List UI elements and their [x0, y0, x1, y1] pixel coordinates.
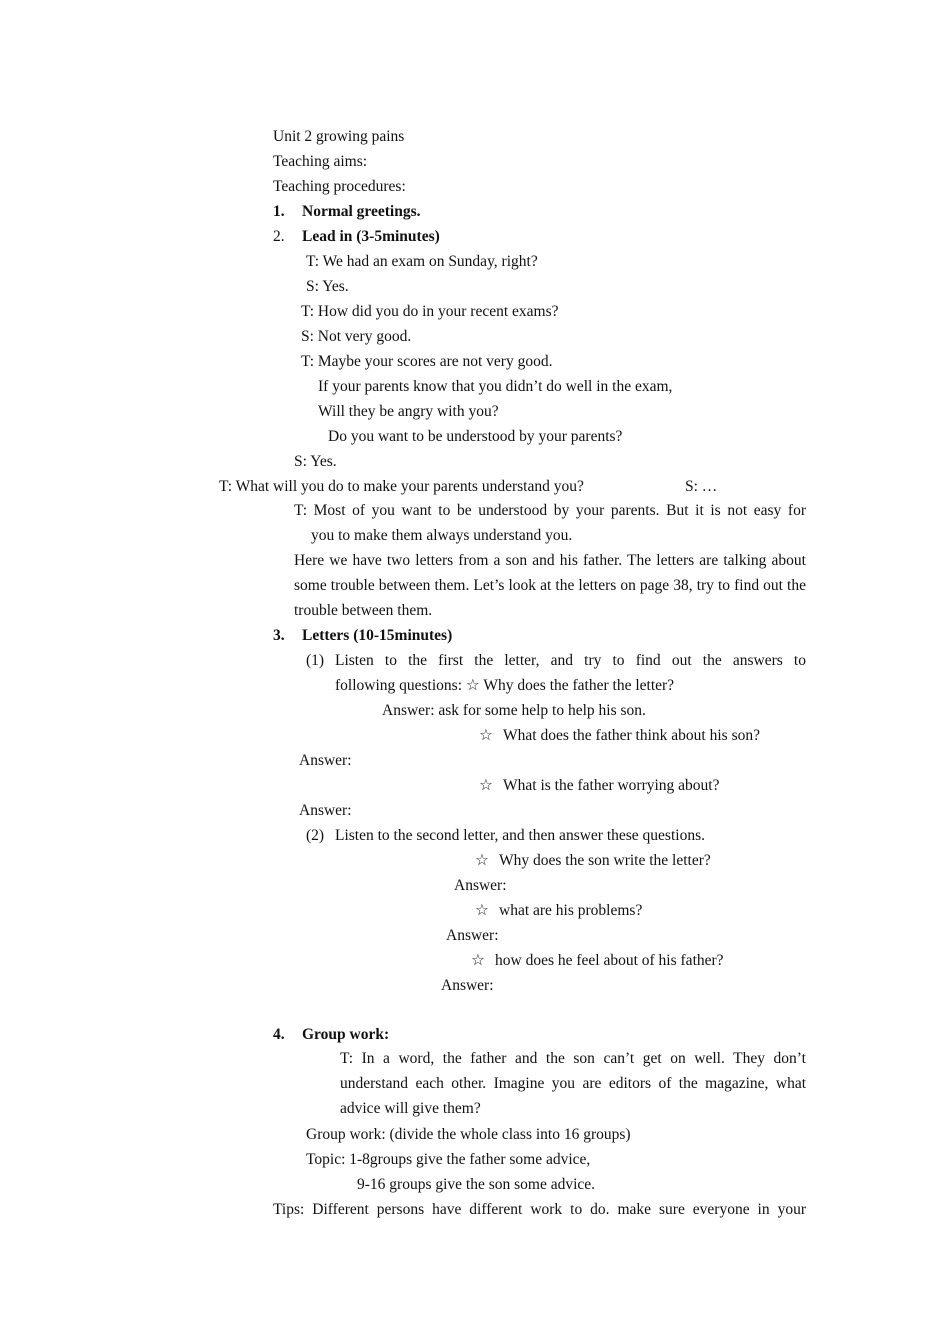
teacher-most-line-2: you to make them always understand you. — [311, 527, 573, 544]
section-2-title: Lead in (3-5minutes) — [302, 228, 440, 245]
star-icon: ☆ — [475, 902, 489, 919]
question-3: What is the father worrying about? — [503, 777, 720, 794]
part-1-questions-label: following questions: — [335, 677, 463, 694]
teaching-procedures-label: Teaching procedures: — [273, 178, 406, 195]
doc-title: Unit 2 growing pains — [273, 128, 405, 145]
section-4-title: Group work: — [302, 1026, 390, 1043]
question-5-row — [475, 901, 642, 921]
answer-6: Answer: — [441, 977, 494, 994]
star-icon: ☆ — [479, 777, 493, 794]
answer-4: Answer: — [454, 877, 507, 894]
section-1-heading — [273, 202, 421, 222]
answer-5: Answer: — [446, 927, 499, 944]
question-1: Why does the father the letter? — [483, 677, 675, 694]
answer-3: Answer: — [299, 802, 352, 819]
section-1-number: 1. — [273, 203, 285, 220]
answer-1: Answer: ask for some help to help his son. — [382, 702, 646, 719]
group-work-line: Group work: (divide the whole class into 16 groups) — [306, 1126, 631, 1143]
teacher-most-line-1: T: Most of you want to be understood by your parents. But it is not easy for — [294, 502, 806, 519]
topic-line-1: Topic: 1-8groups give the father some advice, — [306, 1151, 591, 1168]
dialogue-line: S: Not very good. — [301, 328, 412, 345]
star-icon: ☆ — [471, 952, 485, 969]
question-4: Why does the son write the letter? — [499, 852, 711, 869]
part-1-instruction-cont — [335, 676, 674, 696]
dialogue-line: Will they be angry with you? — [318, 403, 499, 420]
section-2-heading — [273, 227, 440, 247]
question-4-row — [475, 851, 711, 871]
question-6-row — [471, 951, 724, 971]
section-3-heading — [273, 626, 452, 646]
part-2-row — [306, 826, 705, 846]
answer-2: Answer: — [299, 752, 352, 769]
question-2-row — [479, 726, 760, 746]
section-1-title: Normal greetings. — [302, 203, 421, 220]
dialogue-line: If your parents know that you didn’t do well in the exam, — [318, 378, 673, 395]
star-icon: ☆ — [479, 727, 493, 744]
section-4-heading — [273, 1025, 389, 1045]
part-1-instruction: Listen to the first the letter, and try to find out the answers to — [335, 652, 806, 669]
dialogue-line: T: We had an exam on Sunday, right? — [306, 253, 538, 270]
group-work-paragraph: T: In a word, the father and the son can’t get on well. They don’t understand each other. Imagine you are editors of the magazine, what advice will give them? — [340, 1050, 806, 1117]
student-answer: S: … — [685, 478, 718, 495]
part-1-label: (1) — [306, 652, 325, 669]
star-icon: ☆ — [475, 852, 489, 869]
question-6: how does he feel about of his father? — [495, 952, 724, 969]
dialogue-line: T: Maybe your scores are not very good. — [301, 353, 553, 370]
section-3-title: Letters (10-15minutes) — [302, 627, 453, 644]
dialogue-line: S: Yes. — [306, 278, 349, 295]
part-2-label: (2) — [306, 827, 325, 844]
dialogue-line: T: How did you do in your recent exams? — [301, 303, 559, 320]
dialogue-line: S: Yes. — [294, 453, 337, 470]
part-2-instruction: Listen to the second letter, and then answer these questions. — [335, 827, 705, 844]
dialogue-line: Do you want to be understood by your parents? — [328, 428, 623, 445]
section-2-number: 2. — [273, 228, 285, 245]
question-3-row — [479, 776, 720, 796]
star-icon: ☆ — [465, 677, 480, 694]
teaching-aims-label: Teaching aims: — [273, 153, 368, 170]
tips-line: Tips: Different persons have different work to do. make sure everyone in your — [273, 1201, 806, 1218]
teacher-question: T: What will you do to make your parents understand you? — [219, 478, 584, 495]
section-3-number: 3. — [273, 627, 285, 644]
section-4-number: 4. — [273, 1026, 285, 1043]
letters-intro-paragraph: Here we have two letters from a son and his father. The letters are talking about some trouble between them. Let’s look at the letters on page 38, try to find out the trouble between them. — [294, 552, 806, 619]
question-2: What does the father think about his son? — [503, 727, 760, 744]
question-5: what are his problems? — [499, 902, 643, 919]
topic-line-2: 9-16 groups give the son some advice. — [357, 1176, 596, 1193]
